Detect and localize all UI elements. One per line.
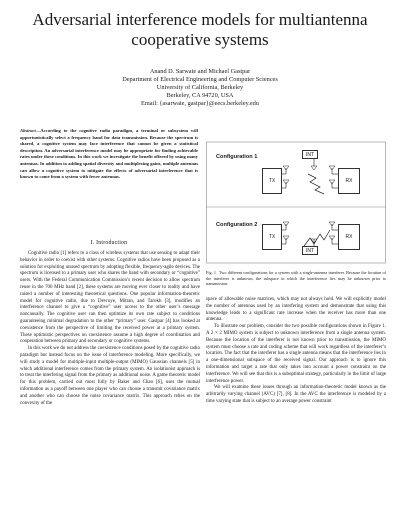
author-university: University of California, Berkeley (156, 84, 244, 91)
caption-text: Two different configurations for a system with a single-antenna interferer. Because the location of the interferer is unknown, the subspace in which the interference lies may be unknown prior to transmission. (206, 270, 386, 287)
config2-diagram (274, 222, 344, 246)
config1-diagram (274, 158, 344, 194)
left-column (20, 251, 200, 407)
int-box (302, 246, 318, 255)
rx-box (338, 168, 360, 194)
tx-box (262, 224, 282, 250)
interference-zigzag-icon (304, 230, 330, 246)
int-label: INT (305, 247, 315, 254)
author-names: Anand D. Sarwate and Michael Gastpar (149, 68, 251, 75)
paper-title: Adversarial interference models for multiantenna cooperative systems (32, 10, 368, 49)
int-box (302, 150, 318, 159)
author-email: Email: {asarwate, gastpar}@eecs.berkeley.edu (141, 100, 259, 107)
abstract-text: According to the cognitive radio paradigm, a terminal or subsystem will opportunistically select a frequency band for data transmission. Because the spectrum is shared, a cognitive system may face interference that cannot be given a statistical description. An adversarial interference model may be appropriate for finding achievable rates under these conditions. In this work we investigate the benefit offered by using many antennas. In addition to adding spatial diversity and multiplexing gains, multiple antennas can allow a cognitive system to mitigate the effects of adversarial interference that is known to come from a system with fewer antennas. (20, 128, 198, 180)
caption-number: Fig. 1. (206, 270, 218, 275)
intro-paragraph: Cognitive radio [1] refers to a class of wireless systems that use sensing to adapt their behavior in order to coexist with other systems. Cognitive radios have been proposed as a solution for exploiting unused spectrum by adopting flexible, frequency-agile devices. The spectrum is licensed to a primary user who shares the band with secondary or “cognitive” users. With the Federal Communication Commission’s recent decision to allow spectrum reuse in the 700 MHz band [2], these systems are moving ever closer to reality and have raised a number of interesting theoretical questions. One popular information-theoretic model for cognitive radio, due to Devroye, Mitran, and Tarokh [3], modifies an interference channel to give a “cognitive” user access to the other user’s message noncausally. The cognitive user can then optimize its own rate subject to conditions guaranteeing minimal degradation to the other “primary” user. Gastpar [4] has looked at coexistence from the perspective of limiting the received power at a primary system. These optimistic perspectives on coexistence assume a high degree of coordination and cooperation between primary and secondary or cognitive systems. (20, 251, 200, 345)
rx-label: RX (345, 234, 353, 240)
tx-label: TX (268, 178, 276, 184)
author-department: Department of Electrical Engineering and Computer Sciences (122, 76, 278, 83)
right-column (206, 297, 386, 406)
intro-paragraph: space of allowable noise matrices, which may not always hold. We will explicitly model the number of antennas used by an interfering system and demonstrate that using this knowledge leads to a significant rate increase when the receiver has more than one antenna. (206, 297, 386, 323)
author-block (40, 68, 360, 108)
int-label: INT (305, 151, 315, 158)
config2-label: Configuration 2 (216, 222, 258, 228)
abstract-lead: Abstract— (20, 128, 41, 133)
intro-paragraph: To illustrate our problem, consider the two possible configurations shown in Figure 1. A 2 × 2 MIMO system is subject to unknown interference from a single antenna system. Because the location of the interferer is not known prior to transmission, the MIMO system must choose a rate and coding scheme that will work regardless of the interferer’s location. The fact that the interferer has a single antenna means that the interference lies in a one-dimensional subspace of the received signal. Our approach is to ignore this information and target a rate that only takes into account a power constraint on the interference. We will see that this is a suboptimal strategy, particularly in the limit of large interference power. (206, 324, 386, 384)
rx-box (338, 224, 360, 250)
tx-box (262, 168, 282, 194)
figure-caption (206, 270, 386, 287)
intro-paragraph: In this work we do not address the coexistence conditions posed by the cognitive radio paradigm but instead focus on the issue of interference modeling. More specifically, we will study a model for multiple-input multiple-output (MIMO) Gaussian channels [5] in which additional interference comes from the primary system. An isolationist approach is to treat the interfering signal from the primary as additional noise. A game theoretic model for this problem, carried out most fully by Baker and Chao [6], uses the mutual information as a payoff between one player who can choose a transmit covariance matrix and another who can choose the noise covariance matrix. This approach relies on the convexity of the (20, 346, 200, 406)
tx-label: TX (268, 234, 276, 240)
section-heading: I. Introduction (90, 240, 128, 246)
rx-label: RX (345, 178, 353, 184)
intro-paragraph: We will examine these issues through an information-theoretic model known as the arbitrarily varying channel (AVC) [7], [8]. In the AVC the interference is modeled by a time varying state that is subject to an average power constraint (206, 385, 386, 404)
author-address: Berkeley, CA 94720, USA (166, 92, 234, 99)
config1-label: Configuration 1 (216, 154, 258, 160)
figure-1 (206, 138, 386, 264)
interference-zigzag-icon (308, 174, 324, 194)
abstract (20, 128, 198, 181)
